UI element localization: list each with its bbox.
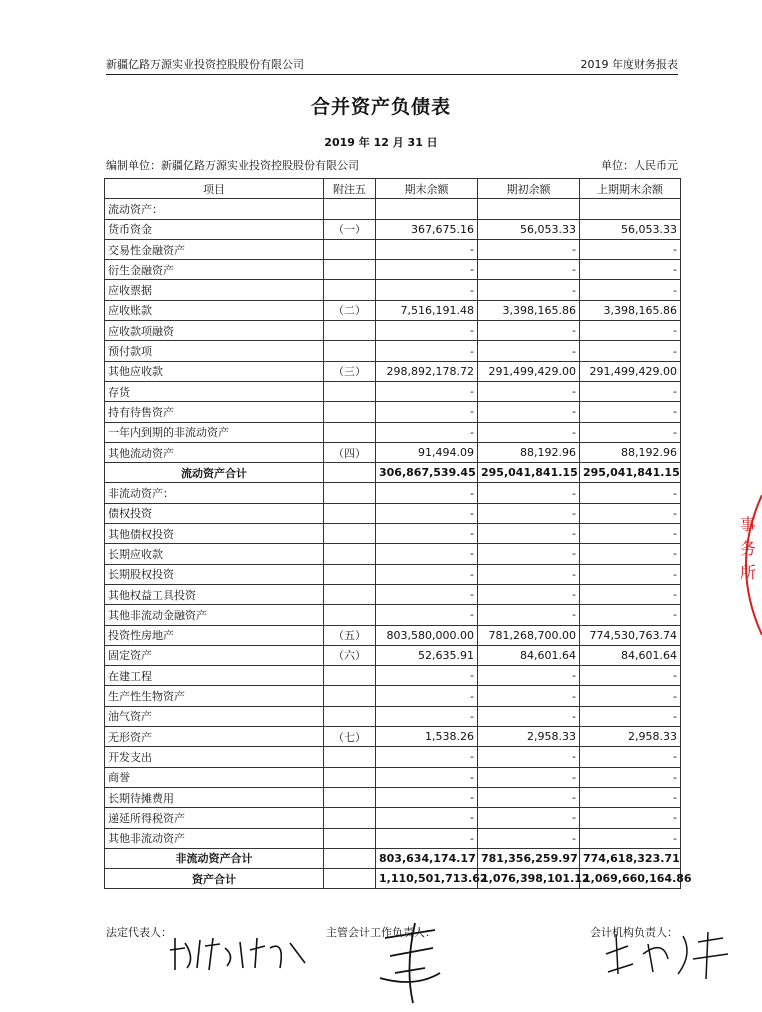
cell-end: - — [376, 808, 478, 828]
cell-begin: - — [478, 341, 580, 361]
cell-item: 货币资金 — [105, 219, 324, 239]
cell-begin: 3,398,165.86 — [478, 300, 580, 320]
cell-item: 一年内到期的非流动资产 — [105, 422, 324, 442]
cell-begin: - — [478, 706, 580, 726]
cell-note — [324, 321, 376, 341]
table-row — [105, 442, 681, 462]
cell-end: - — [376, 503, 478, 523]
cell-item: 商誉 — [105, 767, 324, 787]
cell-item: 衍生金融资产 — [105, 260, 324, 280]
cell-begin: - — [478, 767, 580, 787]
unit-line — [106, 157, 678, 173]
cell-prev: - — [580, 706, 681, 726]
table-row — [105, 361, 681, 381]
cell-prev: - — [580, 239, 681, 259]
cell-prev: 3,398,165.86 — [580, 300, 681, 320]
col-header-prev: 上期期末余额 — [580, 179, 681, 199]
cell-prev: 1,069,660,164.86 — [580, 869, 681, 889]
cell-item: 存货 — [105, 381, 324, 401]
cell-begin: - — [478, 239, 580, 259]
cell-item: 非流动资产： — [105, 483, 324, 503]
cell-end: - — [376, 341, 478, 361]
table-row — [105, 260, 681, 280]
cell-note — [324, 402, 376, 422]
cell-begin: 1,076,398,101.12 — [478, 869, 580, 889]
cell-end: - — [376, 767, 478, 787]
cell-prev: - — [580, 483, 681, 503]
cell-prev: - — [580, 260, 681, 280]
cell-item: 开发支出 — [105, 747, 324, 767]
cell-prev: - — [580, 341, 681, 361]
cell-begin: - — [478, 666, 580, 686]
stamp-text: 事务所 — [739, 515, 757, 582]
cell-begin: 56,053.33 — [478, 219, 580, 239]
cell-item: 其他权益工具投资 — [105, 584, 324, 604]
cell-end: - — [376, 524, 478, 544]
institution-head-label: 会计机构负责人： — [590, 926, 678, 939]
table-row — [105, 300, 681, 320]
cell-end: - — [376, 321, 478, 341]
cell-item: 在建工程 — [105, 666, 324, 686]
table-row — [105, 219, 681, 239]
cell-item: 非流动资产合计 — [105, 848, 324, 868]
col-header-end: 期末余额 — [376, 179, 478, 199]
cell-note: （六） — [324, 645, 376, 665]
table-row — [105, 524, 681, 544]
cell-prev: - — [580, 381, 681, 401]
cell-note: （二） — [324, 300, 376, 320]
table-row — [105, 503, 681, 523]
cell-prev: - — [580, 828, 681, 848]
cell-note — [324, 524, 376, 544]
cell-end: 91,494.09 — [376, 442, 478, 462]
table-row — [105, 706, 681, 726]
cell-prev: - — [580, 767, 681, 787]
table-row — [105, 544, 681, 564]
cell-note — [324, 564, 376, 584]
cell-begin: 2,958.33 — [478, 727, 580, 747]
table-row — [105, 463, 681, 483]
cell-item: 固定资产 — [105, 645, 324, 665]
table-row — [105, 747, 681, 767]
cell-end — [376, 199, 478, 219]
cell-note — [324, 869, 376, 889]
table-row — [105, 402, 681, 422]
cell-begin: - — [478, 524, 580, 544]
cell-end: - — [376, 706, 478, 726]
cell-item: 流动资产： — [105, 199, 324, 219]
legal-rep-signature — [165, 928, 315, 978]
cell-begin — [478, 199, 580, 219]
cell-prev: - — [580, 544, 681, 564]
cell-note — [324, 503, 376, 523]
col-header-begin: 期初余额 — [478, 179, 580, 199]
cell-note — [324, 747, 376, 767]
cell-end: - — [376, 564, 478, 584]
cell-note — [324, 686, 376, 706]
cell-begin: - — [478, 605, 580, 625]
cell-item: 流动资产合计 — [105, 463, 324, 483]
cell-prev: - — [580, 280, 681, 300]
cell-begin: 781,268,700.00 — [478, 625, 580, 645]
cell-begin: - — [478, 544, 580, 564]
cell-prev: - — [580, 686, 681, 706]
report-date: 2019 年 12 月 31 日 — [324, 136, 438, 149]
cell-prev: 295,041,841.15 — [580, 463, 681, 483]
cell-begin: - — [478, 402, 580, 422]
cell-prev: - — [580, 503, 681, 523]
prepared-by: 编制单位：新疆亿路万源实业投资控股股份有限公司 — [106, 159, 359, 172]
table-row — [105, 828, 681, 848]
cell-begin: 781,356,259.97 — [478, 848, 580, 868]
table-row — [105, 767, 681, 787]
cell-end: - — [376, 544, 478, 564]
header-report: 2019 年度财务报表 — [580, 58, 678, 71]
cell-item: 长期应收款 — [105, 544, 324, 564]
cell-item: 应收款项融资 — [105, 321, 324, 341]
table-row — [105, 848, 681, 868]
cell-prev: 84,601.64 — [580, 645, 681, 665]
cell-end: 803,580,000.00 — [376, 625, 478, 645]
table-row — [105, 199, 681, 219]
cell-end: - — [376, 422, 478, 442]
cell-item: 应收票据 — [105, 280, 324, 300]
table-row — [105, 321, 681, 341]
cell-prev: 774,618,323.71 — [580, 848, 681, 868]
cell-begin: - — [478, 808, 580, 828]
cell-begin: - — [478, 321, 580, 341]
legal-rep-label: 法定代表人： — [106, 926, 172, 939]
cell-begin: - — [478, 260, 580, 280]
cell-end: - — [376, 686, 478, 706]
table-row — [105, 564, 681, 584]
cell-note: （五） — [324, 625, 376, 645]
cell-begin: 291,499,429.00 — [478, 361, 580, 381]
cell-end: - — [376, 402, 478, 422]
cell-note — [324, 260, 376, 280]
table-row — [105, 280, 681, 300]
cell-end: 298,892,178.72 — [376, 361, 478, 381]
cell-note — [324, 828, 376, 848]
cell-begin: - — [478, 564, 580, 584]
cell-begin: - — [478, 483, 580, 503]
accounting-head-label: 主管会计工作负责人： — [326, 926, 436, 939]
cell-item: 其他应收款 — [105, 361, 324, 381]
cell-begin: - — [478, 422, 580, 442]
table-row — [105, 787, 681, 807]
cell-item: 投资性房地产 — [105, 625, 324, 645]
cell-prev: 2,958.33 — [580, 727, 681, 747]
cell-prev: - — [580, 321, 681, 341]
cell-prev — [580, 199, 681, 219]
cell-begin: - — [478, 686, 580, 706]
table-row — [105, 686, 681, 706]
cell-end: 306,867,539.45 — [376, 463, 478, 483]
cell-note — [324, 381, 376, 401]
table-row — [105, 341, 681, 361]
cell-note — [324, 199, 376, 219]
cell-item: 其他债权投资 — [105, 524, 324, 544]
table-row — [105, 422, 681, 442]
table-row — [105, 808, 681, 828]
cell-note — [324, 584, 376, 604]
cell-end: - — [376, 828, 478, 848]
table-row — [105, 239, 681, 259]
table-row — [105, 645, 681, 665]
cell-prev: - — [580, 787, 681, 807]
cell-item: 其他非流动金融资产 — [105, 605, 324, 625]
cell-begin: - — [478, 381, 580, 401]
cell-item: 交易性金融资产 — [105, 239, 324, 259]
cell-prev: 56,053.33 — [580, 219, 681, 239]
cell-end: 1,110,501,713.62 — [376, 869, 478, 889]
header-company: 新疆亿路万源实业投资控股股份有限公司 — [106, 58, 304, 71]
cell-item: 递延所得税资产 — [105, 808, 324, 828]
currency-unit: 单位：人民币元 — [601, 159, 678, 172]
cell-prev: - — [580, 584, 681, 604]
cell-item: 长期待摊费用 — [105, 787, 324, 807]
cell-begin: - — [478, 828, 580, 848]
cell-note — [324, 666, 376, 686]
cell-prev: - — [580, 808, 681, 828]
accounting-head-signature — [375, 918, 445, 1008]
cell-begin: - — [478, 747, 580, 767]
cell-item: 其他流动资产 — [105, 442, 324, 462]
cell-prev: - — [580, 605, 681, 625]
col-header-item: 项目 — [105, 179, 324, 199]
col-header-note: 附注五 — [324, 179, 376, 199]
cell-prev: - — [580, 422, 681, 442]
cell-prev: 774,530,763.74 — [580, 625, 681, 645]
cell-end: - — [376, 584, 478, 604]
cell-end: - — [376, 381, 478, 401]
cell-item: 债权投资 — [105, 503, 324, 523]
cell-end: 1,538.26 — [376, 727, 478, 747]
cell-prev: - — [580, 564, 681, 584]
cell-note — [324, 341, 376, 361]
cell-note — [324, 848, 376, 868]
cell-note — [324, 483, 376, 503]
cell-begin: 88,192.96 — [478, 442, 580, 462]
cell-prev: 88,192.96 — [580, 442, 681, 462]
cell-note — [324, 422, 376, 442]
table-row — [105, 727, 681, 747]
cell-note — [324, 280, 376, 300]
cell-end: - — [376, 483, 478, 503]
cell-end: - — [376, 280, 478, 300]
cell-end: - — [376, 239, 478, 259]
cell-note — [324, 463, 376, 483]
balance-sheet-table — [104, 178, 692, 889]
table-header-row — [105, 179, 681, 199]
cell-note: （四） — [324, 442, 376, 462]
cell-begin: - — [478, 787, 580, 807]
cell-note — [324, 808, 376, 828]
cell-note — [324, 239, 376, 259]
cell-note: （三） — [324, 361, 376, 381]
cell-prev: 291,499,429.00 — [580, 361, 681, 381]
cell-item: 资产合计 — [105, 869, 324, 889]
table-row — [105, 483, 681, 503]
cell-end: 7,516,191.48 — [376, 300, 478, 320]
cell-note — [324, 706, 376, 726]
cell-begin: - — [478, 584, 580, 604]
cell-item: 其他非流动资产 — [105, 828, 324, 848]
table-row — [105, 869, 681, 889]
cell-end: 52,635.91 — [376, 645, 478, 665]
cell-end: - — [376, 260, 478, 280]
cell-item: 油气资产 — [105, 706, 324, 726]
cell-begin: 295,041,841.15 — [478, 463, 580, 483]
cell-item: 预付款项 — [105, 341, 324, 361]
table-row — [105, 381, 681, 401]
cell-end: - — [376, 605, 478, 625]
table-row — [105, 625, 681, 645]
cell-prev: - — [580, 747, 681, 767]
cell-item: 生产性生物资产 — [105, 686, 324, 706]
table-row — [105, 666, 681, 686]
cell-item: 应收账款 — [105, 300, 324, 320]
page-title: 合并资产负债表 — [310, 96, 451, 118]
cell-end: - — [376, 666, 478, 686]
institution-head-signature — [598, 924, 738, 984]
cell-prev: - — [580, 666, 681, 686]
cell-end: - — [376, 787, 478, 807]
cell-begin: 84,601.64 — [478, 645, 580, 665]
cell-end: - — [376, 747, 478, 767]
table-row — [105, 584, 681, 604]
cell-end: 803,634,174.17 — [376, 848, 478, 868]
cell-note: （一） — [324, 219, 376, 239]
cell-item: 长期股权投资 — [105, 564, 324, 584]
cell-item: 持有待售资产 — [105, 402, 324, 422]
cell-note — [324, 787, 376, 807]
cell-end: 367,675.16 — [376, 219, 478, 239]
cell-item: 无形资产 — [105, 727, 324, 747]
cell-note — [324, 605, 376, 625]
cell-begin: - — [478, 503, 580, 523]
red-seal-stamp — [726, 490, 762, 640]
cell-note: （七） — [324, 727, 376, 747]
cell-prev: - — [580, 402, 681, 422]
table-row — [105, 605, 681, 625]
cell-begin: - — [478, 280, 580, 300]
table-body — [105, 199, 692, 889]
cell-prev: - — [580, 524, 681, 544]
cell-note — [324, 544, 376, 564]
page-header — [106, 56, 678, 75]
cell-note — [324, 767, 376, 787]
